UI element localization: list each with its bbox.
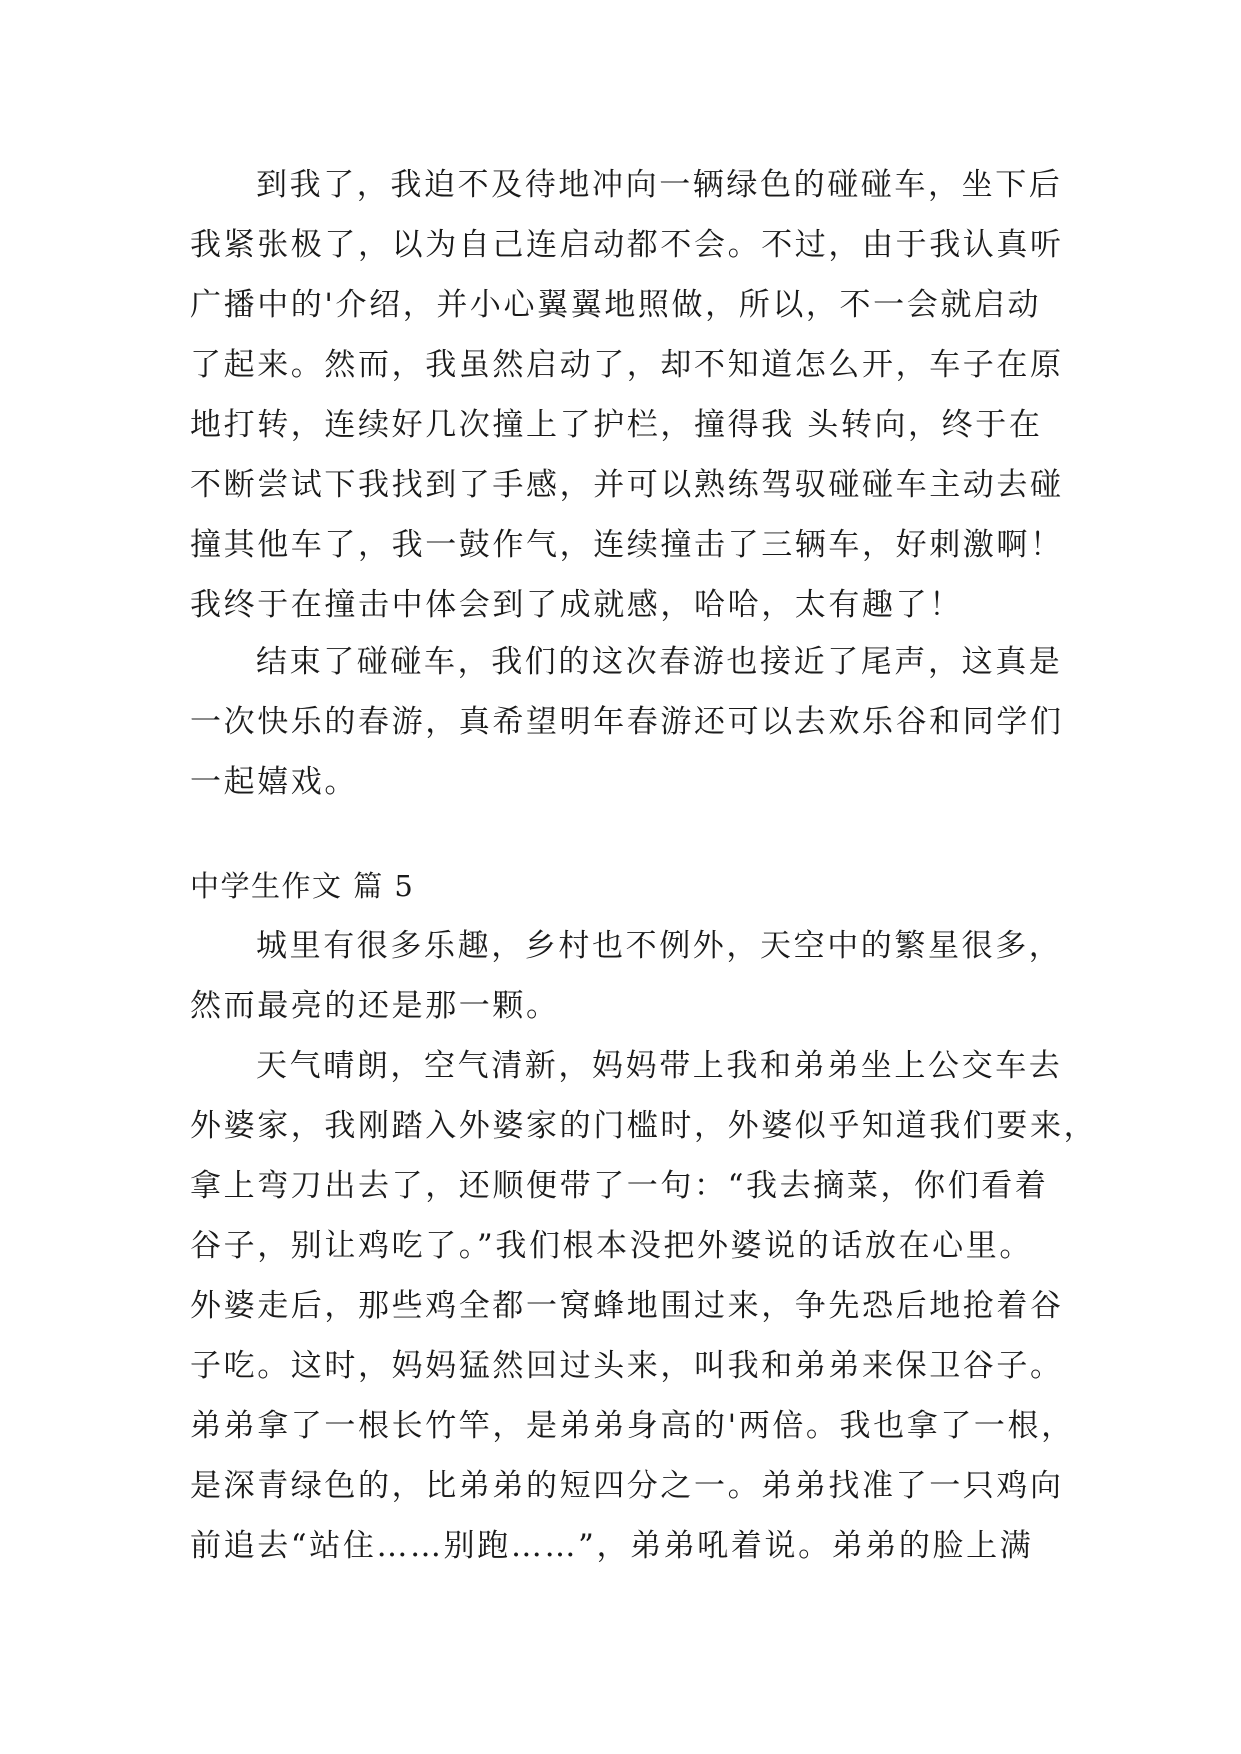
text-line: 撞其他车了，我一鼓作气，连续撞击了三辆车，好刺激啊！ (190, 527, 1064, 563)
text-line: 到我了，我迫不及待地冲向一辆绿色的碰碰车，坐下后 (256, 167, 1063, 203)
text-line: 了起来。然而，我虽然启动了，却不知道怎么开，车子在原 (190, 347, 1064, 383)
text-line: 拿上弯刀出去了，还顺便带了一句：“我去摘菜，你们看着 (190, 1168, 1049, 1204)
paragraph-bumper-car (190, 155, 1064, 635)
text-line: 外婆走后，那些鸡全都一窝蜂地围过来，争先恐后地抢着谷 (190, 1288, 1064, 1324)
text-line: 谷子，别让鸡吃了。”我们根本没把外婆说的话放在心里。 (190, 1228, 1033, 1264)
text-line: 然而最亮的还是那一颗。 (190, 988, 560, 1024)
text-line: 弟弟拿了一根长竹竿，是弟弟身高的'两倍。我也拿了一根， (190, 1408, 1075, 1444)
text-line: 一次快乐的春游，真希望明年春游还可以去欢乐谷和同学们 (190, 704, 1064, 740)
paragraph-stars-intro (190, 916, 1063, 1036)
paragraph-trip-ending (190, 632, 1064, 812)
text-line: 地打转，连续好几次撞上了护栏，撞得我 头转向，终于在 (190, 407, 1043, 443)
text-line: 外婆家，我刚踏入外婆家的门槛时，外婆似乎知道我们要来， (190, 1108, 1098, 1144)
section-heading: 中学生作文 篇 5 (190, 869, 415, 903)
text-line: 我终于在撞击中体会到了成就感，哈哈，太有趣了！ (190, 587, 963, 623)
text-line: 是深青绿色的，比弟弟的短四分之一。弟弟找准了一只鸡向 (190, 1468, 1064, 1504)
text-line: 结束了碰碰车，我们的这次春游也接近了尾声，这真是 (256, 644, 1063, 680)
text-line: 一起嬉戏。 (190, 764, 358, 800)
text-line: 天气晴朗，空气清新，妈妈带上我和弟弟坐上公交车去 (256, 1048, 1063, 1084)
text-line: 不断尝试下我找到了手感，并可以熟练驾驭碰碰车主动去碰 (190, 467, 1064, 503)
text-line: 我紧张极了，以为自己连启动都不会。不过，由于我认真听 (190, 227, 1064, 263)
text-line: 前追去“站住……别跑……”，弟弟吼着说。弟弟的脸上满 (190, 1528, 1034, 1564)
text-line: 广播中的'介绍，并小心翼翼地照做，所以，不一会就启动 (190, 287, 1042, 323)
text-line: 子吃。这时，妈妈猛然回过头来，叫我和弟弟来保卫谷子。 (190, 1348, 1064, 1384)
paragraph-grandma-visit (190, 1036, 1098, 1576)
text-line: 城里有很多乐趣，乡村也不例外，天空中的繁星很多， (256, 928, 1063, 964)
